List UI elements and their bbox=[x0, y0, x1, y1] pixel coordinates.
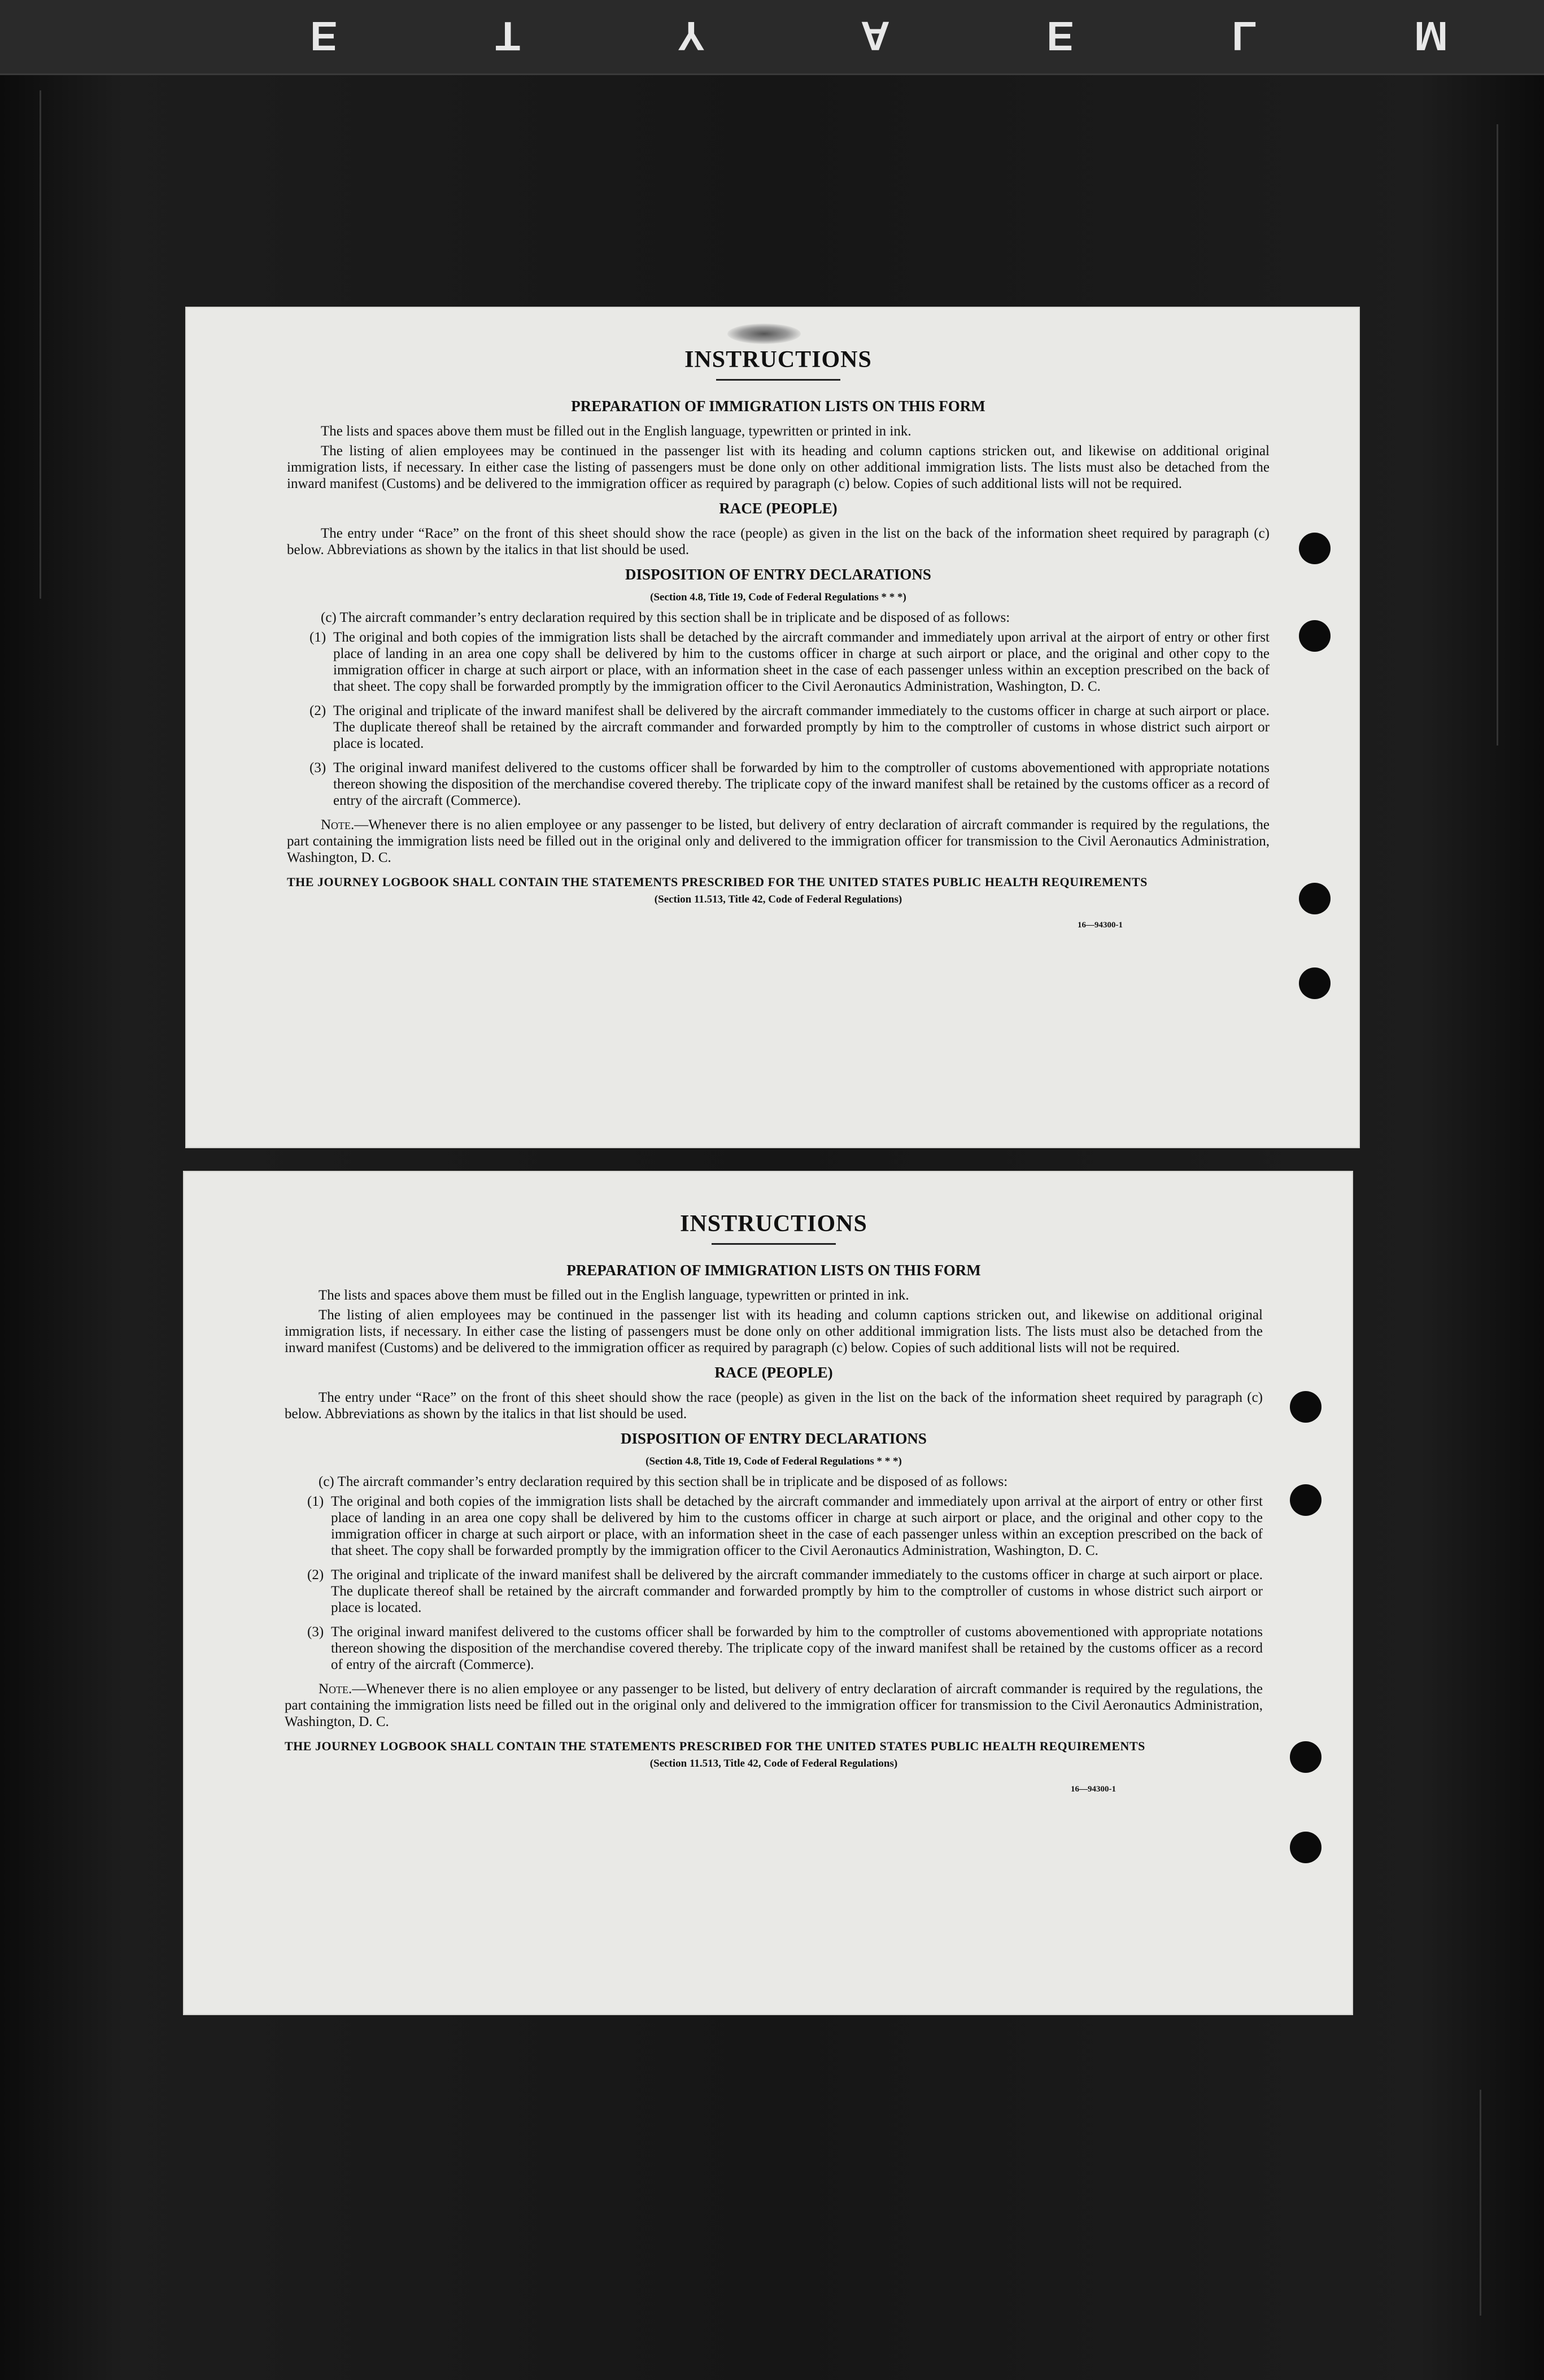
punch-hole bbox=[1299, 620, 1331, 652]
para-c: (c) The aircraft commander’s entry declaration required by this section shall be in triplicate and be disposed of as follows: bbox=[321, 610, 1010, 625]
para-lists: The lists and spaces above them must be filled out in the English language, typewritten or printed in ink. bbox=[319, 1288, 909, 1303]
film-edge-code: E T Y A E L M bbox=[310, 13, 1521, 58]
instruction-sheet-bottom bbox=[183, 1171, 1353, 2015]
para-lists: The lists and spaces above them must be filled out in the English language, typewritten or printed in ink. bbox=[321, 424, 911, 439]
instruction-sheet-top bbox=[185, 307, 1360, 1148]
list-item bbox=[309, 703, 1270, 752]
logbook-statement: THE JOURNEY LOGBOOK SHALL CONTAIN THE STATEMENTS PRESCRIBED FOR THE UNITED STATES PUBLIC HEALTH REQUIREMENTS bbox=[285, 1739, 1145, 1753]
item-number: (2) bbox=[309, 703, 326, 718]
note-label: Note. bbox=[321, 817, 355, 832]
para-alien-employees: The listing of alien employees may be continued in the passenger list with its heading and column captions stricken out, and likewise on additional original immigration lists, if necessary. In either case the listing of passengers must be done only on other additional immigration lists. The lists must also be detached from the inward manifest (Customs) and be delivered to the immigration officer as required by paragraph (c) below. Copies of such additional lists will not be required. bbox=[287, 443, 1270, 491]
heading-preparation: PREPARATION OF IMMIGRATION LISTS ON THIS FORM bbox=[566, 1262, 981, 1279]
title-rule bbox=[712, 1243, 836, 1245]
citation-disposition: (Section 4.8, Title 19, Code of Federal Regulations * * *) bbox=[645, 1455, 902, 1467]
item-text: The original and both copies of the immigration lists shall be detached by the aircraft commander and immediately upon arrival at the airport of entry or other first place of landing in an area one copy shall be delivered by him to the customs officer in charge at such airport or place, and the original and other copy to the immigration officer in charge at such airport or place, with an information sheet in the case of each passenger unless within an exception prescribed on the back of that sheet. The copy shall be forwarded promptly by the immigration officer to the Civil Aeronautics Administration, Washington, D. C. bbox=[333, 630, 1270, 694]
punch-hole bbox=[1299, 883, 1331, 914]
ink-stain bbox=[727, 324, 801, 344]
punch-hole bbox=[1290, 1391, 1321, 1423]
item-text: The original and triplicate of the inward manifest shall be delivered by the aircraft commander immediately to the customs officer in charge at such airport or place. The duplicate thereof shall be retained by the aircraft commander and forwarded promptly by him to the comptroller of customs in whose district such airport or place is located. bbox=[331, 1567, 1263, 1615]
sheet-content bbox=[285, 1210, 1263, 1794]
logbook-statement: THE JOURNEY LOGBOOK SHALL CONTAIN THE STATEMENTS PRESCRIBED FOR THE UNITED STATES PUBLIC HEALTH REQUIREMENTS bbox=[287, 875, 1148, 889]
form-code: 16—94300-1 bbox=[1078, 921, 1123, 930]
note-text: —Whenever there is no alien employee or any passenger to be listed, but delivery of entry declaration of aircraft commander is required by the regulations, the part containing the immigration lists need be filled out in the original only and delivered to the immigration officer for transmission to the Civil Aeronautics Administration, Washington, D. C. bbox=[287, 817, 1270, 865]
item-number: (3) bbox=[309, 760, 326, 775]
film-scratch bbox=[1480, 2090, 1481, 2316]
punch-hole bbox=[1290, 1741, 1321, 1773]
heading-disposition: DISPOSITION OF ENTRY DECLARATIONS bbox=[621, 1430, 927, 1447]
punch-hole bbox=[1290, 1832, 1321, 1863]
film-scratch bbox=[40, 90, 41, 599]
note-label: Note. bbox=[319, 1681, 352, 1697]
punch-hole bbox=[1299, 967, 1331, 999]
note-paragraph bbox=[285, 1681, 1263, 1730]
list-item bbox=[307, 1493, 1263, 1559]
punch-hole bbox=[1290, 1484, 1321, 1516]
item-number: (2) bbox=[307, 1567, 324, 1583]
item-text: The original inward manifest delivered to the customs officer shall be forwarded by him to the comptroller of customs abovementioned with appropriate notations thereon showing the disposition of the merchandise covered thereby. The triplicate copy of the inward manifest shall be retained by the customs officer as a record of entry of the aircraft (Commerce). bbox=[331, 1624, 1263, 1672]
para-race: The entry under “Race” on the front of this sheet should show the race (people) as given in the list on the back of the information sheet required by paragraph (c) below. Abbreviations as shown by the italics in that list should be used. bbox=[287, 526, 1270, 557]
heading-race: RACE (PEOPLE) bbox=[714, 1364, 833, 1381]
item-text: The original and both copies of the immigration lists shall be detached by the aircraft commander and immediately upon arrival at the airport of entry or other first place of landing in an area one copy shall be delivered by him to the customs officer in charge at such airport or place, and the original and other copy to the immigration officer in charge at such airport or place, with an information sheet in the case of each passenger unless within an exception prescribed on the back of that sheet. The copy shall be forwarded promptly by the immigration officer to the Civil Aeronautics Administration, Washington, D. C. bbox=[331, 1494, 1263, 1558]
item-number: (1) bbox=[307, 1494, 324, 1509]
item-text: The original inward manifest delivered to the customs officer shall be forwarded by him to the comptroller of customs abovementioned with appropriate notations thereon showing the disposition of the merchandise covered thereby. The triplicate copy of the inward manifest shall be retained by the customs officer as a record of entry of the aircraft (Commerce). bbox=[333, 760, 1270, 808]
item-number: (1) bbox=[309, 630, 326, 645]
para-alien-employees: The listing of alien employees may be continued in the passenger list with its heading and column captions stricken out, and likewise on additional original immigration lists, if necessary. In either case the listing of passengers must be done only on other additional immigration lists. The lists must also be detached from the inward manifest (Customs) and be delivered to the immigration officer as required by paragraph (c) below. Copies of such additional lists will not be required. bbox=[285, 1307, 1263, 1355]
para-c: (c) The aircraft commander’s entry declaration required by this section shall be in triplicate and be disposed of as follows: bbox=[319, 1474, 1008, 1489]
citation-logbook: (Section 11.513, Title 42, Code of Federal Regulations) bbox=[654, 893, 902, 905]
title-rule bbox=[716, 379, 840, 381]
heading-disposition: DISPOSITION OF ENTRY DECLARATIONS bbox=[625, 566, 931, 583]
punch-hole bbox=[1299, 533, 1331, 564]
note-text: —Whenever there is no alien employee or any passenger to be listed, but delivery of entry declaration of aircraft commander is required by the regulations, the part containing the immigration lists need be filled out in the original only and delivered to the immigration officer for transmission to the Civil Aeronautics Administration, Washington, D. C. bbox=[285, 1681, 1263, 1729]
sheet-title: INSTRUCTIONS bbox=[684, 347, 872, 373]
heading-race: RACE (PEOPLE) bbox=[719, 500, 838, 517]
citation-disposition: (Section 4.8, Title 19, Code of Federal Regulations * * *) bbox=[650, 591, 906, 603]
note-paragraph bbox=[287, 817, 1270, 866]
list-item bbox=[309, 760, 1270, 809]
form-code: 16—94300-1 bbox=[1071, 1785, 1116, 1794]
item-number: (3) bbox=[307, 1624, 324, 1640]
item-text: The original and triplicate of the inward manifest shall be delivered by the aircraft commander immediately to the customs officer in charge at such airport or place. The duplicate thereof shall be retained by the aircraft commander and forwarded promptly by him to the comptroller of customs in whose district such airport or place is located. bbox=[333, 703, 1270, 751]
list-item bbox=[307, 1624, 1263, 1673]
film-scratch bbox=[1497, 124, 1498, 746]
heading-preparation: PREPARATION OF IMMIGRATION LISTS ON THIS FORM bbox=[571, 398, 985, 415]
film-edge bbox=[0, 0, 1544, 75]
list-item bbox=[309, 629, 1270, 695]
para-race: The entry under “Race” on the front of this sheet should show the race (people) as given in the list on the back of the information sheet required by paragraph (c) below. Abbreviations as shown by the italics in that list should be used. bbox=[285, 1390, 1263, 1422]
list-item bbox=[307, 1567, 1263, 1616]
sheet-title: INSTRUCTIONS bbox=[680, 1211, 867, 1237]
citation-logbook: (Section 11.513, Title 42, Code of Federal Regulations) bbox=[649, 1758, 898, 1769]
sheet-content bbox=[287, 346, 1270, 930]
